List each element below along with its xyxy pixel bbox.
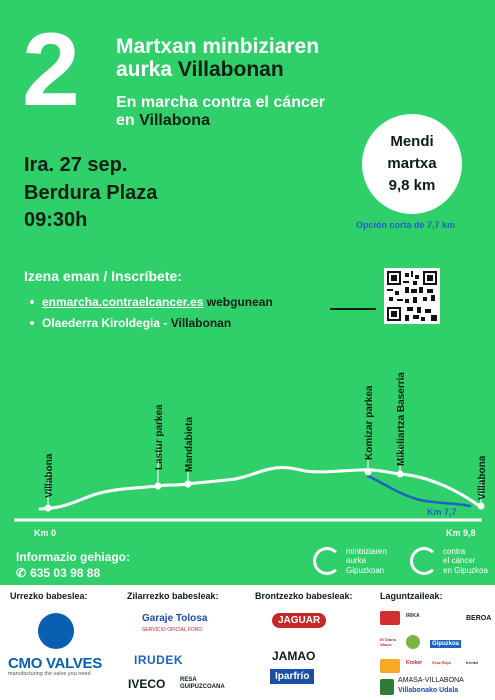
km-end-label: Km 9,8	[446, 528, 476, 538]
org2-line2: el cáncer	[443, 556, 476, 566]
qr-connector-line	[330, 308, 376, 310]
bronze-sponsor-title: Brontzezko babesleak:	[255, 591, 353, 601]
org-logo-basque	[313, 547, 387, 575]
event-details	[24, 152, 157, 235]
registration-web-suffix: webgunean	[203, 295, 273, 309]
info-phone	[16, 566, 100, 580]
registration-title: Izena eman / Inscríbete:	[24, 268, 182, 284]
iparfrio-logo: Iparfrío	[270, 669, 314, 684]
org1-line2: aurka	[346, 556, 367, 566]
venue-name: Olaederra Kiroldegia -	[42, 316, 171, 330]
collab-udala: Villabonako Udala	[398, 687, 459, 694]
title-es-place: Villabona	[139, 112, 210, 130]
gold-sponsor-title: Urrezko babeslea:	[10, 591, 88, 601]
jaguar-logo: JAGUAR	[272, 613, 326, 628]
route-profile	[0, 360, 495, 540]
title-basque	[116, 36, 376, 81]
org2-line1: contra	[443, 547, 466, 557]
collab-diario: El Diario Vasco	[380, 637, 397, 647]
title-eu-line2: aurka	[116, 57, 178, 81]
short-option-note: Opción corta de 7,7 km	[356, 220, 456, 230]
title-spanish	[116, 94, 386, 131]
collab-cruz-roja: Cruz Roja	[432, 660, 451, 665]
collab-badge-icon	[380, 659, 400, 673]
badge-line2: martxa	[387, 155, 437, 173]
org-logo-spanish	[410, 547, 488, 575]
org2-line3: en Gipuzkoa	[443, 565, 488, 575]
collab-amasa: AMASA-VILLABONA	[398, 677, 464, 684]
label-lastur: Lastur parkea	[154, 404, 165, 470]
title-eu-place: Villabonan	[177, 57, 284, 81]
iveco-logo: IVECO	[128, 677, 166, 691]
org1-line3: Gipuzkoan	[346, 565, 385, 575]
garaje-tolosa-sub: SERVICIO OFICIAL FORD	[142, 627, 203, 633]
sponsors-section	[0, 585, 495, 700]
irudek-logo: IRUDEK	[134, 653, 184, 667]
event-date: Ira. 27 sep.	[24, 154, 128, 176]
venue-town: Villabonan	[170, 316, 232, 330]
label-villabona-end: Villabona	[477, 455, 488, 500]
collab-irrintzi: Irrintzi	[466, 660, 479, 665]
registration-web	[24, 295, 273, 309]
elevation-main-line	[40, 468, 478, 509]
label-mikeliartza: Mikeliartza Baserria	[396, 372, 407, 466]
title-es-line1: En marcha contra el cáncer	[116, 94, 325, 111]
collab-circle-icon	[406, 635, 420, 649]
label-komizar: Komizar parkea	[364, 385, 375, 460]
collab-gipuzkoa: Gipuzkoa	[432, 641, 460, 647]
badge-line3: 9,8 km	[388, 176, 436, 194]
title-es-line2: en	[116, 112, 140, 130]
org-emblem-icon	[410, 547, 438, 575]
info-title: Informazio gehiago:	[16, 550, 130, 564]
org-emblem-icon	[313, 547, 341, 575]
phone-number[interactable]: 635 03 98 88	[30, 566, 101, 580]
label-villabona-start: Villabona	[44, 453, 55, 498]
resa-logo: RESA GUIPUZCOANA	[180, 677, 225, 690]
waypoint-komizar	[365, 460, 372, 476]
distance-badge	[362, 114, 462, 214]
jamao-logo: JAMAO	[272, 649, 316, 663]
event-time: 09:30h	[24, 209, 88, 232]
cmo-brand: CMO VALVES	[8, 655, 102, 672]
cmo-tagline: manufacturing the valve you need	[8, 671, 91, 677]
edition-number: 2	[22, 12, 80, 128]
label-mandabieta: Mandabieta	[184, 416, 195, 472]
bullet-icon	[30, 321, 34, 325]
registration-venue	[24, 316, 273, 330]
silver-sponsor-title: Zilarrezko babesleak:	[127, 591, 219, 601]
phone-icon: ✆	[16, 566, 27, 580]
title-eu-line1: Martxan minbiziaren	[116, 35, 320, 58]
org1-line1: minbiziaren	[346, 547, 387, 557]
waypoint-mandabieta	[185, 472, 192, 488]
registration-link[interactable]: enmarcha.contraelcancer.es	[42, 295, 204, 309]
km-start-label: Km 0	[34, 528, 57, 538]
collab-beroa: BEROA	[466, 615, 492, 622]
collaborators-title: Laguntzaileak:	[380, 591, 443, 601]
registration-list	[24, 295, 273, 337]
event-place: Berdura Plaza	[24, 181, 158, 204]
collab-irika: IRIKA	[406, 613, 420, 619]
bullet-icon	[30, 300, 34, 304]
badge-line1: Mendi	[390, 133, 434, 151]
collab-kroker: Kroker	[406, 660, 423, 666]
collab-shield-icon	[380, 611, 400, 625]
villabona-shield-icon	[380, 679, 394, 695]
label-km-short: Km 7,7	[427, 507, 457, 517]
garaje-tolosa-logo: Garaje Tolosa	[142, 613, 208, 624]
cmo-logo-icon	[38, 613, 74, 649]
qr-code-icon[interactable]	[384, 268, 440, 324]
